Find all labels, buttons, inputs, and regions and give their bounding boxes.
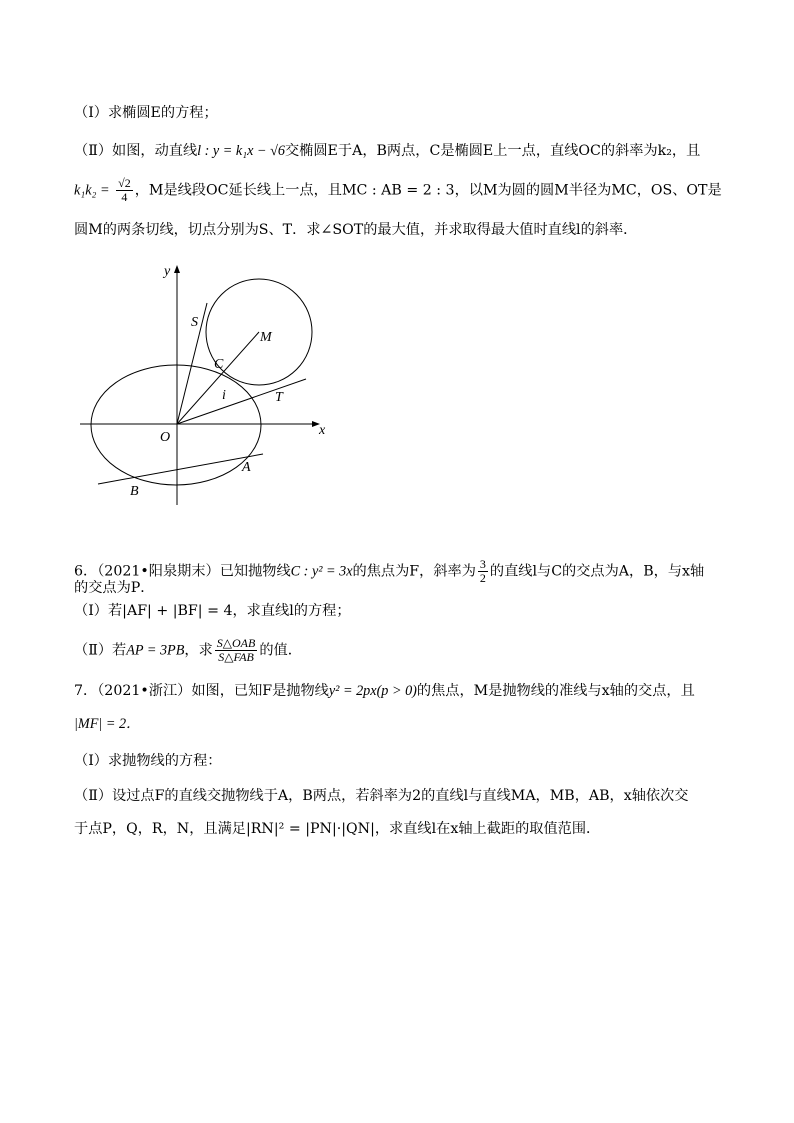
q6-stem-intersect: 的直线l与C的交点为A，B，与x轴	[489, 563, 705, 580]
q5-part2-line3: 圆M的两条切线，切点分别为S、T．求∠SOT的最大值，并求取得最大值时直线l的斜率．	[74, 222, 638, 238]
q5-fraction-den: 4	[121, 190, 128, 204]
q6-slope-num: 3	[479, 557, 486, 571]
q6-parabola: C : y² = 3x	[290, 563, 353, 580]
q5-fraction-num: √2	[118, 176, 131, 190]
q6-part2-intro: （Ⅱ）若	[74, 642, 127, 659]
q6-stem-intro: 6．（2021•阳泉期末）已知抛物线	[74, 563, 291, 580]
q6-part2-end: 的值．	[259, 642, 302, 659]
line-ot	[177, 379, 306, 424]
label-b: B	[130, 484, 139, 499]
q5-part2-line1	[74, 141, 724, 161]
q5-condition-text: ，M是线段OC延长线上一点，且MC : AB = 2 : 3，以M为圆的圆M半径为MC，OS、OT是	[134, 182, 722, 199]
q7-parabola: y² = 2px(p > 0)	[328, 683, 417, 699]
ellipse-e	[91, 365, 261, 485]
q7-mf-condition: |MF| = 2．	[74, 716, 141, 732]
q6-stem-line2: 的交点为P．	[74, 580, 155, 596]
q6-vector-equation: AP = 3PB	[126, 642, 185, 659]
q6-part2-ask: ，求	[184, 642, 213, 659]
q6-area-ratio	[215, 637, 258, 664]
q6-stem-focus: 的焦点为F，斜率为	[352, 563, 476, 580]
label-o: O	[160, 430, 171, 445]
q6-part1: （Ⅰ）若|AF| + |BF| = 4，求直线l的方程；	[74, 603, 351, 619]
q5-line-equation: l : y = k₁x − √6	[197, 143, 285, 159]
q6-area-num: S△OAB	[216, 636, 256, 650]
q7-part1: （Ⅰ）求抛物线的方程：	[74, 753, 222, 769]
label-t: T	[275, 390, 283, 405]
q7-stem-text: 的焦点，M是抛物线的准线与x轴的交点，且	[416, 683, 695, 699]
q7-part2-line2: 于点P，Q，R，N，且满足|RN|² = |PN|·|QN|，求直线l在x轴上截距的取值范围．	[74, 821, 601, 837]
label-i: i	[222, 388, 226, 403]
label-x: x	[319, 423, 326, 438]
q5-part1: （Ⅰ）求椭圆E的方程；	[74, 105, 218, 121]
q5-part2-intro: （Ⅱ）如图，动直线	[74, 143, 198, 159]
label-c: C	[214, 357, 224, 372]
label-y: y	[164, 264, 171, 279]
q5-slope-product: k₁k₂ =	[74, 182, 110, 199]
q7-part2-line1: （Ⅱ）设过点F的直线交抛物线于A，B两点，若斜率为2的直线l与直线MA，MB，AB，x轴依次交	[74, 788, 689, 804]
label-s: S	[191, 315, 198, 330]
line-l	[98, 454, 263, 484]
q5-part2-text: 交椭圆E于A，B两点，C是椭圆E上一点，直线OC的斜率为k₂，且	[284, 143, 701, 159]
y-axis-arrow	[174, 265, 180, 273]
label-m: M	[260, 330, 272, 345]
q5-part2-line2	[74, 177, 724, 204]
q5-fraction	[116, 177, 133, 204]
q6-area-den: S△FAB	[218, 650, 254, 664]
q6-slope-den: 2	[479, 571, 486, 585]
q6-part2	[74, 637, 724, 664]
label-a: A	[242, 460, 251, 475]
q7-stem-intro: 7．（2021•浙江）如图，已知F是抛物线	[74, 683, 329, 699]
q7-stem-line1	[74, 681, 724, 701]
geometry-figure	[70, 255, 340, 505]
